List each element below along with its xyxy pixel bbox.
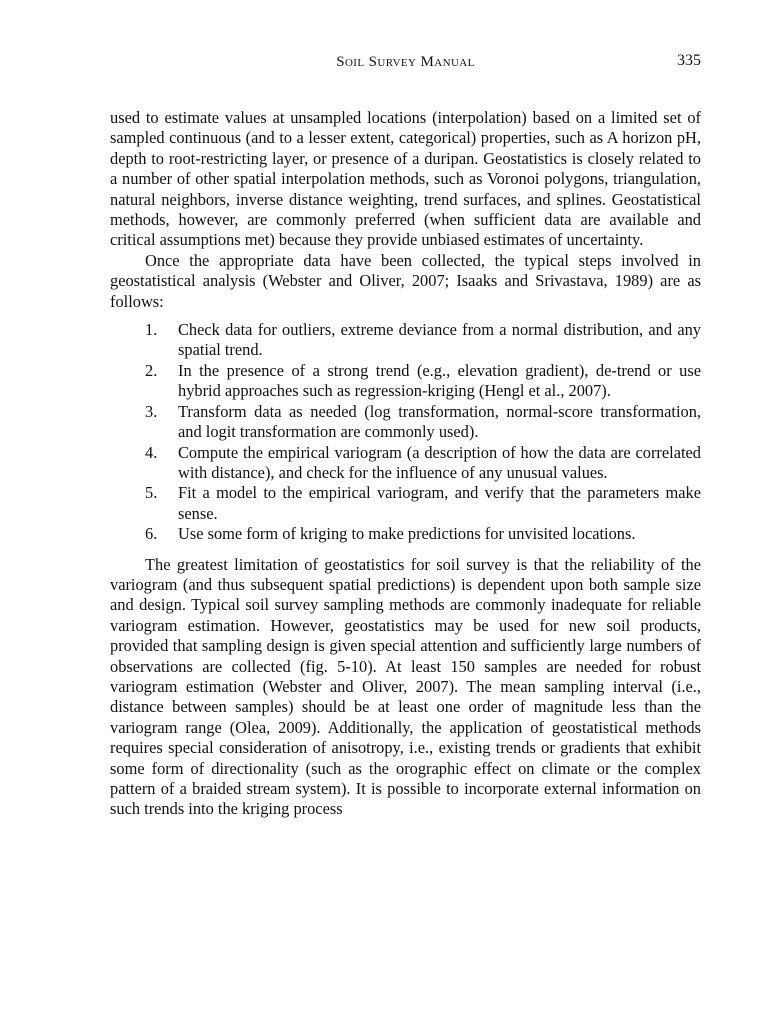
list-item-text: Check data for outliers, extreme deviance from a normal distribution, and any spatial trend. bbox=[178, 320, 701, 360]
running-header bbox=[110, 50, 701, 78]
list-item-text: Fit a model to the empirical variogram, and verify that the parameters make sense. bbox=[178, 483, 701, 523]
paragraph-continued: used to estimate values at unsampled locations (interpolation) based on a limited set of sampled continuous (and to a lesser extent, categorical) properties, such as A horizon pH, depth to root-restricting layer, or presence of a duripan. Geostatistics is closely related to a number of other spatial interpolation methods, such as Voronoi polygons, triangulation, natural neighbors, inverse distance weighting, trend surfaces, and splines. Geostatistical methods, however, are commonly preferred (when sufficient data are available and critical assumptions met) because they provide unbiased estimates of uncertainty. bbox=[110, 108, 701, 250]
body-text bbox=[110, 108, 701, 820]
list-item-text: Compute the empirical variogram (a description of how the data are correlated with distance), and check for the influence of any unusual values. bbox=[178, 442, 701, 482]
list-item-number: 1. bbox=[145, 320, 158, 340]
page-number: 335 bbox=[677, 52, 701, 69]
running-title: Soil Survey Manual bbox=[336, 54, 475, 70]
book-page bbox=[110, 50, 701, 820]
list-item-text: Use some form of kriging to make predictions for unvisited locations. bbox=[178, 524, 636, 544]
list-item-number: 6. bbox=[145, 524, 158, 544]
list-item-text: In the presence of a strong trend (e.g., elevation gradient), de-trend or use hybrid approaches such as regression-kriging (Hengl et al., 2007). bbox=[178, 360, 701, 401]
list-item-number: 2. bbox=[145, 360, 158, 380]
list-item-number: 3. bbox=[145, 401, 158, 421]
list-item bbox=[110, 320, 701, 361]
list-item-number: 4. bbox=[145, 442, 158, 462]
list-item bbox=[110, 443, 701, 484]
list-item-number: 5. bbox=[145, 483, 158, 503]
geostatistics-steps-list bbox=[110, 320, 701, 544]
list-item bbox=[110, 402, 701, 443]
list-item bbox=[110, 483, 701, 524]
list-item-text: Transform data as needed (log transformation, normal-score transformation, and logit transformation are commonly used). bbox=[178, 401, 701, 442]
paragraph-steps-intro: Once the appropriate data have been collected, the typical steps involved in geostatistical analysis (Webster and Oliver, 2007; Isaaks and Srivastava, 1989) are as follows: bbox=[110, 250, 701, 311]
list-item bbox=[110, 524, 701, 544]
list-item bbox=[110, 361, 701, 402]
paragraph-limitations: The greatest limitation of geostatistics for soil survey is that the reliability of the variogram (and thus subsequent spatial predictions) is dependent upon both sample size and design. Typical soil survey sampling methods are commonly inadequate for reliable variogram estimation. However, geostatistics may be used for new soil products, provided that sampling design is given special attention and sufficiently large numbers of observations are collected (fig. 5-10). At least 150 samples are needed for robust variogram estimation (Webster and Oliver, 2007). The mean sampling interval (i.e., distance between samples) should be at least one order of magnitude less than the variogram range (Olea, 2009). Additionally, the application of geostatistical methods requires special consideration of anisotropy, i.e., existing trends or gradients that exhibit some form of directionality (such as the orographic effect on climate or the complex pattern of a braided stream system). It is possible to incorporate external information on such trends into the kriging process bbox=[110, 554, 701, 819]
